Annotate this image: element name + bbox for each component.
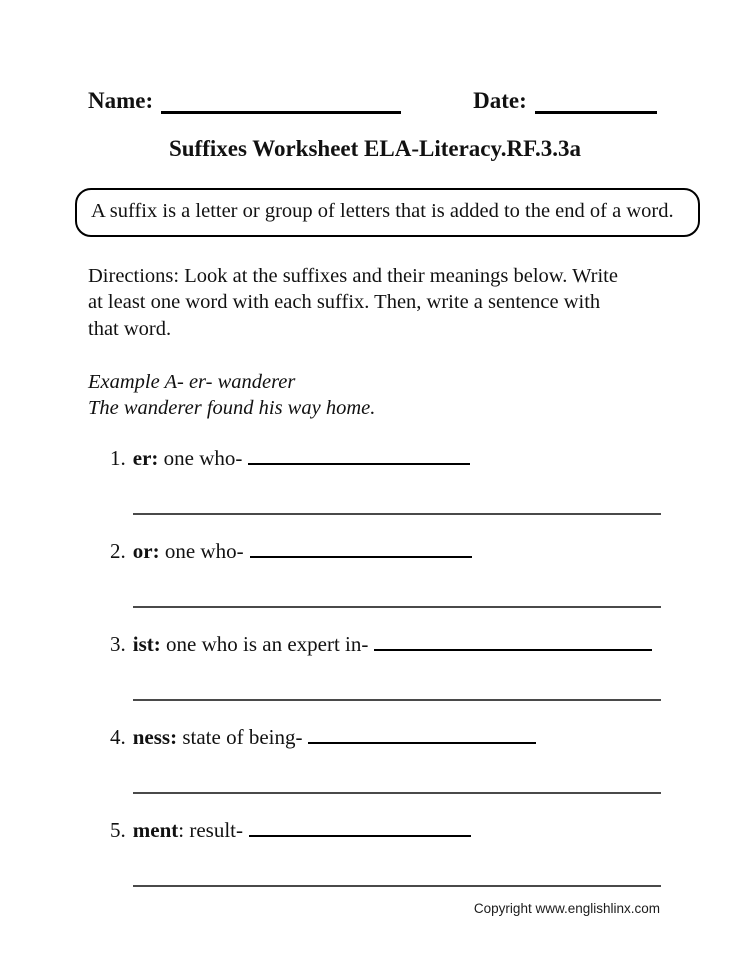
item-meaning: one who-	[158, 445, 243, 470]
definition-box	[75, 188, 700, 237]
answer-blank-inline	[374, 632, 652, 651]
answer-blank-inline	[248, 446, 470, 465]
directions-line-2: at least one word with each suffix. Then, write a sentence with	[88, 291, 601, 314]
item-number: 3.	[110, 631, 126, 656]
item-meaning: state of being-	[177, 724, 303, 749]
date-blank-line	[535, 91, 657, 114]
directions-line-1: Directions: Look at the suffixes and their meanings below. Write	[88, 264, 618, 287]
item-suffix: ist:	[132, 631, 161, 656]
header-row	[88, 88, 750, 114]
item-row-1	[110, 446, 750, 471]
item-suffix: er:	[132, 445, 159, 470]
name-label: Name:	[88, 88, 154, 113]
answer-line-full	[133, 885, 661, 887]
definition-text: A suffix is a letter or group of letters that is added to the end of a word.	[91, 200, 674, 222]
page-title: Suffixes Worksheet ELA-Literacy.RF.3.3a	[168, 136, 582, 161]
answer-line-full	[133, 792, 661, 794]
directions-line-3: that word.	[88, 317, 172, 340]
answer-blank-inline	[250, 539, 472, 558]
directions-paragraph	[88, 263, 690, 343]
answer-blank-inline	[249, 818, 471, 837]
copyright-text: Copyright www.englishlinx.com	[473, 900, 660, 916]
item-suffix: ment	[132, 817, 179, 842]
answer-line-full	[133, 699, 661, 701]
example-line-2: The wanderer found his way home.	[88, 397, 376, 420]
item-row-5	[110, 818, 750, 843]
item-row-3	[110, 632, 750, 657]
answer-line-full	[133, 606, 661, 608]
date-label: Date:	[473, 88, 527, 113]
item-number: 4.	[110, 724, 126, 749]
item-suffix: ness:	[132, 724, 178, 749]
item-number: 1.	[110, 445, 126, 470]
example-block	[88, 369, 690, 422]
example-line-1: Example A- er- wanderer	[88, 370, 296, 393]
name-blank-line	[161, 91, 401, 114]
item-row-4	[110, 725, 750, 750]
item-meaning: : result-	[178, 817, 243, 842]
item-suffix: or:	[132, 538, 160, 563]
item-row-2	[110, 539, 750, 564]
item-number: 2.	[110, 538, 126, 563]
item-meaning: one who-	[159, 538, 244, 563]
item-meaning: one who is an expert in-	[160, 631, 369, 656]
item-number: 5.	[110, 817, 126, 842]
answer-blank-inline	[308, 725, 536, 744]
answer-line-full	[133, 513, 661, 515]
